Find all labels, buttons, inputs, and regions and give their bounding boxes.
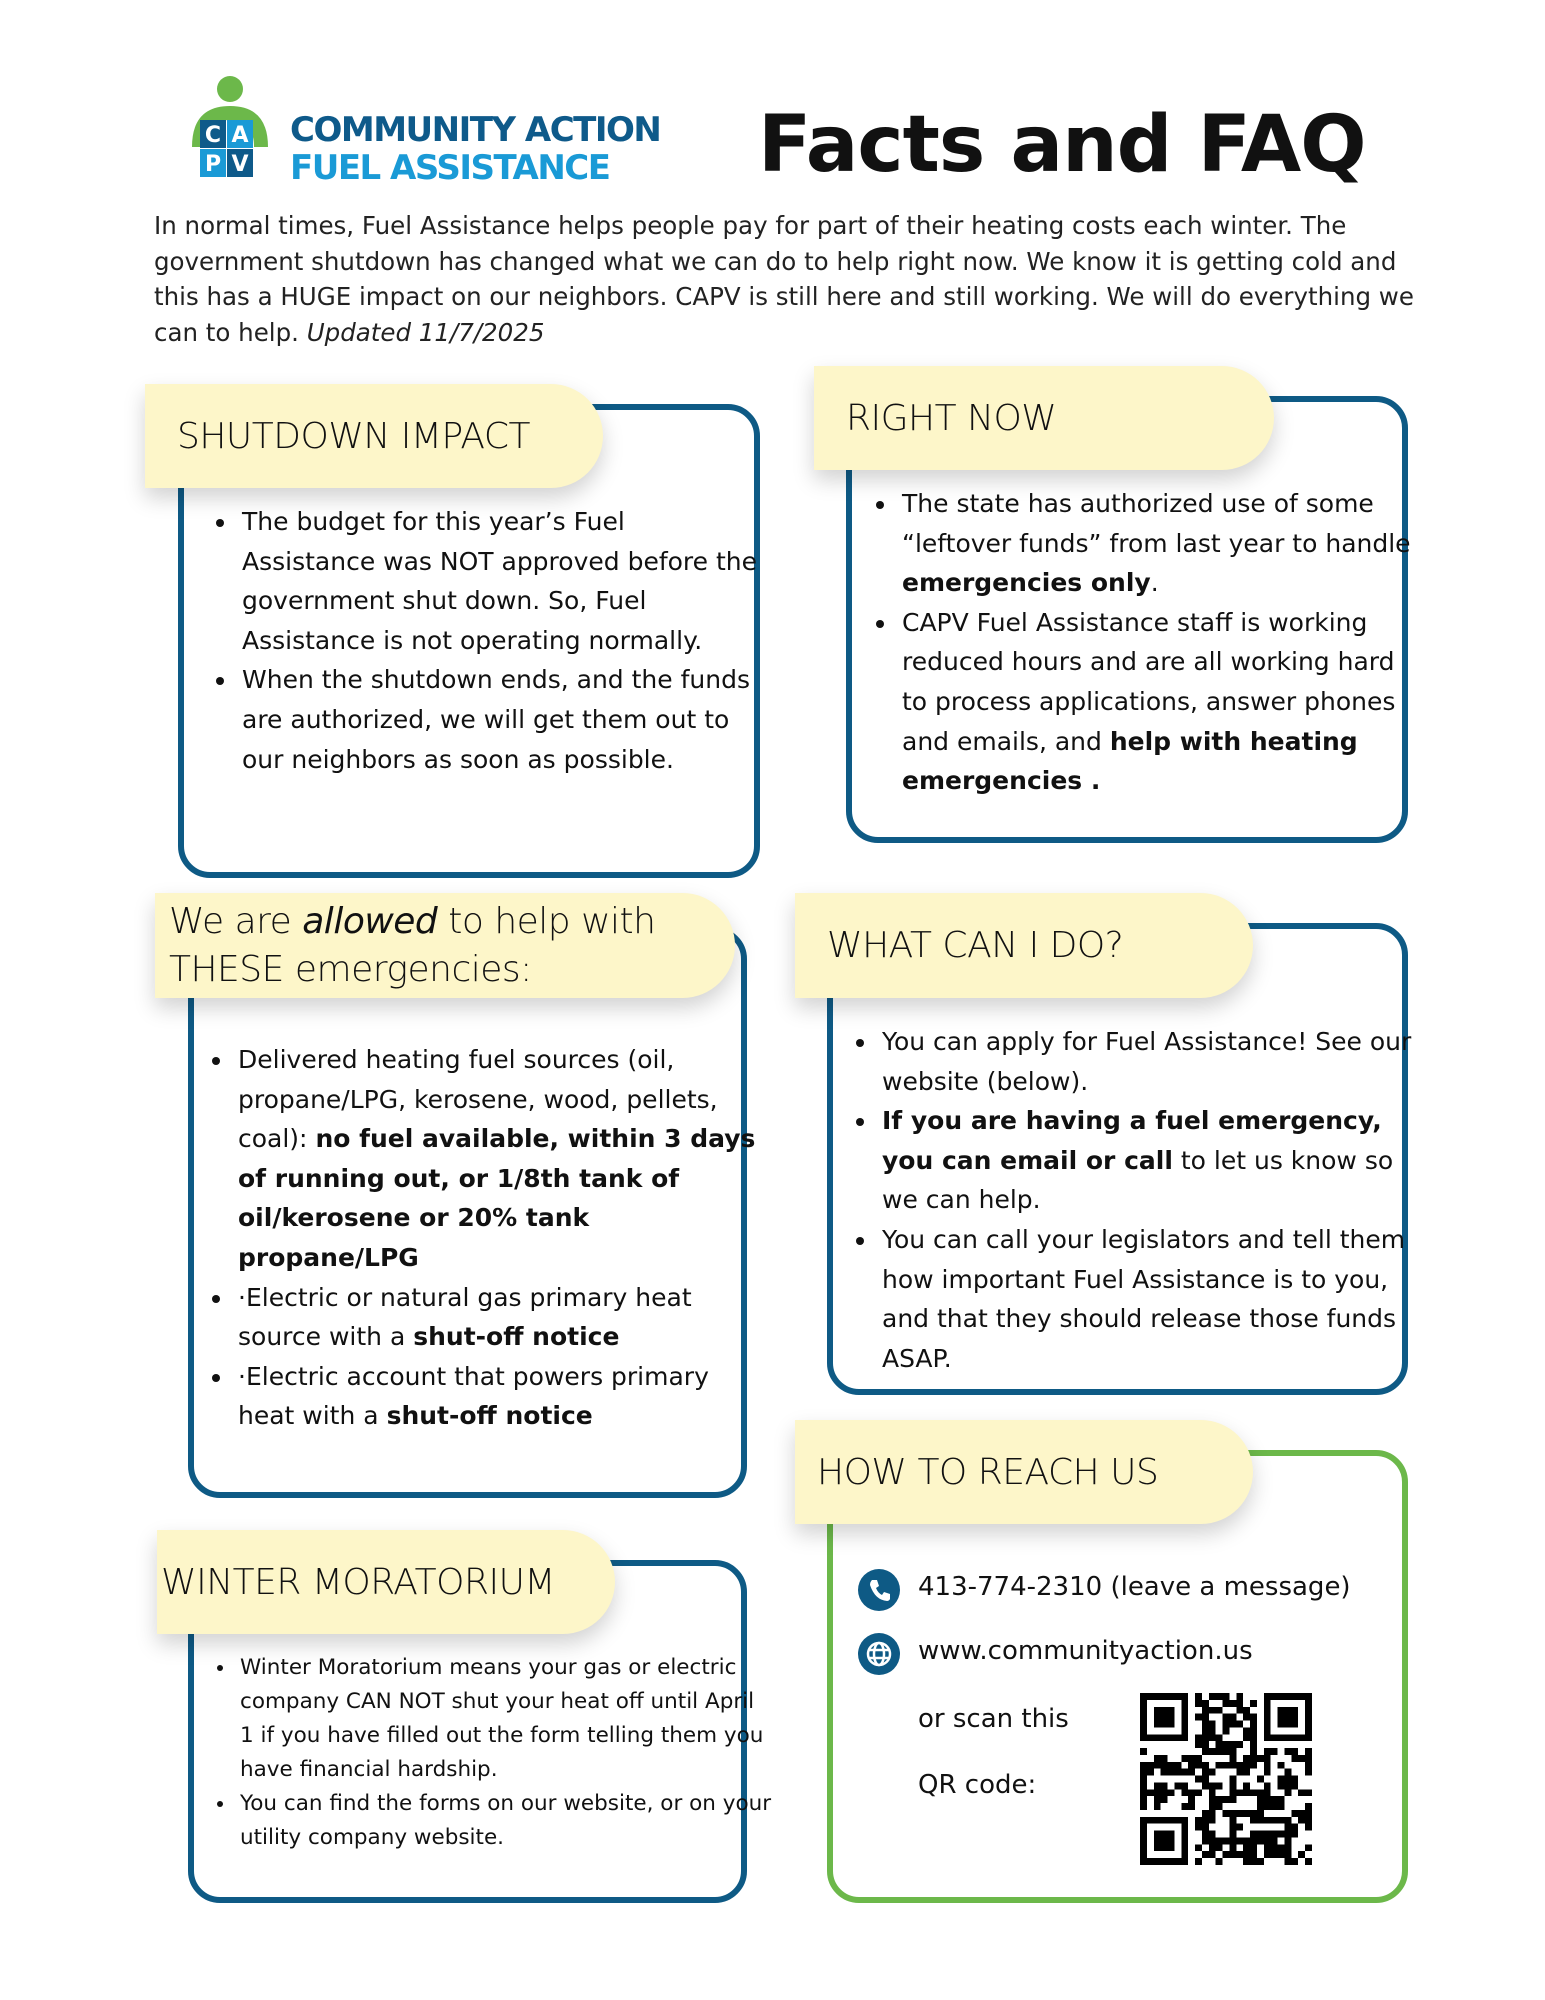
text: CAPV Fuel Assistance staff is working reduced hours and are all working hard to process applications, answer phones and emails, and — [902, 607, 1396, 756]
text: You can apply for Fuel Assistance! See our website (below). — [882, 1027, 1412, 1096]
winter-moratorium-label: WINTER MORATORIUM — [157, 1530, 615, 1634]
list-item — [234, 1040, 760, 1278]
bold-text: shut-off notice — [386, 1401, 593, 1431]
bold-text: help with heating emergencies . — [902, 726, 1358, 796]
intro-text: In normal times, Fuel Assistance helps people pay for part of their heating costs each winter. The government shutdown has changed what we can do to help right now. We know it is getting cold and this has a HUGE impact on our neighbors. CAPV is still here and still working. We will do everything we can to help. — [154, 211, 1414, 347]
text: Winter Moratorium means your gas or electric company CAN NOT shut your heat off until April 1 if you have filled out the form telling them you have financial hardship. — [240, 1655, 764, 1782]
bold-text: no fuel available, within 3 days of running out, or 1/8th tank of oil/kerosene or 20% tank propane/LPG — [238, 1124, 756, 1272]
bold-text: emergencies only — [902, 568, 1151, 598]
label-em: allowed — [302, 900, 438, 942]
what-can-i-do-list — [846, 1022, 1418, 1378]
updated-date: Updated 11/7/2025 — [306, 317, 545, 347]
text: to let us know so we can help. — [882, 1145, 1394, 1215]
list-item — [234, 1357, 760, 1436]
logo-mark — [190, 72, 280, 187]
winter-moratorium-list — [204, 1651, 772, 1855]
bold-text: shut-off notice — [413, 1322, 620, 1352]
text: You can call your legislators and tell them how important Fuel Assistance is to you, and that they should release those funds ASAP. — [882, 1224, 1406, 1373]
list-item — [898, 603, 1418, 801]
allowed-emergencies-list — [202, 1040, 760, 1436]
list-item — [878, 1101, 1418, 1220]
logo-line2: FUEL ASSISTANCE — [290, 148, 610, 188]
list-item — [238, 660, 758, 779]
list-item — [878, 1220, 1418, 1378]
scan-text-2: QR code: — [918, 1770, 1037, 1800]
what-can-i-do-label: WHAT CAN I DO? — [795, 893, 1253, 998]
how-to-reach-label: HOW TO REACH US — [795, 1420, 1253, 1524]
list-item — [238, 502, 758, 660]
globe-icon — [858, 1633, 900, 1675]
phone-number[interactable]: 413-774-2310 (leave a message) — [918, 1572, 1351, 1602]
svg-text:C: C — [204, 123, 222, 148]
label-post: to help with THESE emergencies: — [169, 900, 656, 990]
page-title: Facts and FAQ — [758, 100, 1366, 190]
text: The budget for this year’s Fuel Assistance was NOT approved before the government shut down. So, Fuel Assistance is not operating normally. — [242, 507, 758, 655]
qr-code[interactable] — [1140, 1693, 1312, 1865]
list-item — [878, 1022, 1418, 1101]
intro-paragraph — [154, 208, 1424, 350]
list-item — [236, 1651, 772, 1787]
list-item — [234, 1278, 760, 1357]
text: ·Electric or natural gas primary heat source with a — [238, 1282, 692, 1352]
text: Delivered heating fuel sources (oil, propane/LPG, kerosene, wood, pellets, coal): — [238, 1045, 718, 1154]
text: When the shutdown ends, and the funds are authorized, we will get them out to our neighbors as soon as possible. — [242, 665, 750, 774]
phone-icon — [858, 1569, 900, 1611]
logo-line1: COMMUNITY ACTION — [290, 110, 661, 150]
website-link[interactable]: www.communityaction.us — [918, 1636, 1253, 1666]
text: . — [1150, 568, 1159, 598]
shutdown-impact-list — [206, 502, 758, 779]
svg-text:A: A — [231, 123, 249, 148]
bold-text: If you are having a fuel emergency, you can email or call — [882, 1106, 1382, 1175]
right-now-label: RIGHT NOW — [814, 366, 1274, 470]
allowed-emergencies-label — [155, 893, 735, 998]
list-item — [236, 1787, 772, 1855]
svg-text:P: P — [204, 152, 222, 177]
right-now-list — [866, 484, 1418, 801]
list-item — [898, 484, 1418, 603]
text: ·Electric account that powers primary heat with a — [238, 1361, 709, 1431]
capv-logo — [190, 72, 680, 187]
shutdown-impact-label: SHUTDOWN IMPACT — [145, 384, 603, 488]
text: The state has authorized use of some “leftover funds” from last year to handle — [902, 489, 1411, 558]
svg-text:V: V — [231, 152, 249, 177]
text: You can find the forms on our website, or on your utility company website. — [240, 1791, 772, 1850]
scan-text-1: or scan this — [918, 1704, 1069, 1734]
label-pre: We are — [169, 900, 303, 942]
